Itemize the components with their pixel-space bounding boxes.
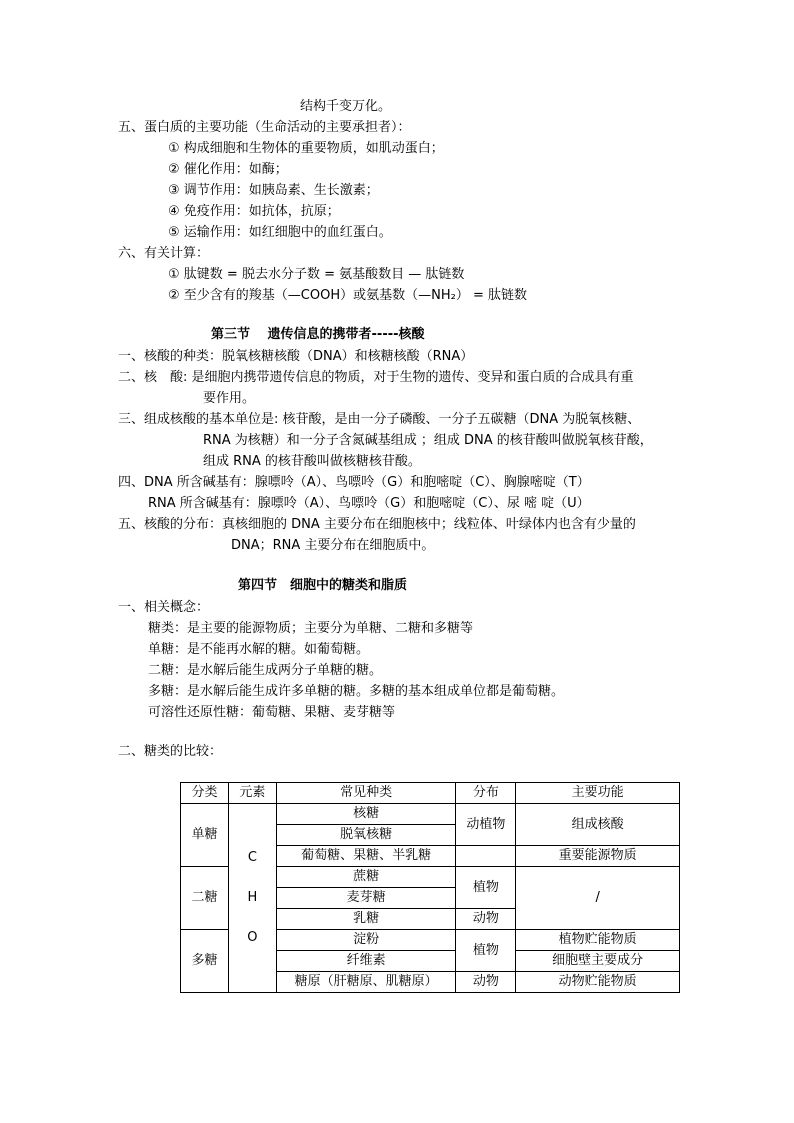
- table-header: 分类: [181, 783, 229, 804]
- table-cell: /: [516, 867, 680, 930]
- table-cell: 动物贮能物质: [516, 972, 680, 993]
- group-cell-monosaccharide: 单糖: [181, 804, 229, 867]
- table-header-row: [181, 783, 680, 804]
- table-cell: 核糖: [276, 804, 456, 825]
- table-row: [181, 804, 680, 825]
- function-item: ⑤ 运输作用：如红细胞中的血红蛋白。: [168, 225, 392, 240]
- function-item: ① 构成细胞和生物体的重要物质，如肌动蛋白；: [168, 141, 444, 156]
- table-header: 元素: [228, 783, 276, 804]
- table-cell: 组成核酸: [516, 804, 680, 846]
- text-line: 结构千变万化。: [300, 99, 392, 114]
- table-cell: 糖原（肝糖原、肌糖原）: [276, 972, 456, 993]
- text-line: 多糖：是水解后能生成许多单糖的糖。多糖的基本组成单位都是葡萄糖。: [148, 684, 565, 699]
- text-line: 一、相关概念：: [118, 600, 210, 615]
- table-cell: 纤维素: [276, 951, 456, 972]
- text-line: DNA；RNA 主要分布在细胞质中。: [231, 538, 435, 553]
- function-item: ② 催化作用：如酶；: [168, 162, 288, 177]
- group-cell-disaccharide: 二糖: [181, 867, 229, 930]
- text-line: RNA 所含碱基有：腺嘌呤（A）、鸟嘌呤（G）和胞嘧啶（C）、尿 嘧 啶（U）: [148, 496, 590, 511]
- table-cell: 脱氧核糖: [276, 825, 456, 846]
- section-title: 第四节 细胞中的糖类和脂质: [238, 578, 408, 593]
- text-line: 四、DNA 所含碱基有：腺嘌呤（A）、鸟嘌呤（G）和胞嘧啶（C）、胸腺嘧啶（T）: [118, 475, 590, 490]
- table-cell: 植物: [456, 867, 516, 909]
- table-cell: 动物: [456, 972, 516, 993]
- table-cell: 植物贮能物质: [516, 930, 680, 951]
- table-cell: 细胞壁主要成分: [516, 951, 680, 972]
- text-line: 二、核 酸: 是细胞内携带遗传信息的物质，对于生物的遗传、变异和蛋白质的合成具有重: [118, 370, 634, 385]
- sugar-comparison-table: [180, 782, 680, 993]
- section-title: 第三节 遗传信息的携带者-----核酸: [211, 327, 425, 342]
- text-line: 三、组成核酸的基本单位是: 核苷酸，是由一分子磷酸、一分子五碳糖（DNA 为脱氧核糖、: [118, 412, 641, 427]
- table-cell: 植物: [456, 930, 516, 972]
- heading-sugar-comparison: 二、糖类的比较：: [118, 744, 223, 759]
- table-cell: 麦芽糖: [276, 888, 456, 909]
- table-cell: 乳糖: [276, 909, 456, 930]
- table-cell: 动物: [456, 909, 516, 930]
- calc-item: ② 至少含有的羧基（—COOH）或氨基数（—NH₂） = 肽链数: [168, 288, 527, 303]
- text-line: 可溶性还原性糖：葡萄糖、果糖、麦芽糖等: [148, 705, 396, 720]
- table-header: 分布: [456, 783, 516, 804]
- function-item: ③ 调节作用：如胰岛素、生长激素；: [168, 183, 379, 198]
- calc-item: ① 肽键数 = 脱去水分子数 = 氨基酸数目 — 肽链数: [168, 267, 465, 282]
- table-header: 常见种类: [276, 783, 456, 804]
- text-line: 糖类：是主要的能源物质；主要分为单糖、二糖和多糖等: [148, 621, 474, 636]
- heading-calculation: 六、有关计算：: [118, 246, 210, 261]
- table-cell: 葡萄糖、果糖、半乳糖: [276, 846, 456, 867]
- heading-protein-functions: 五、蛋白质的主要功能（生命活动的主要承担者）：: [118, 120, 411, 135]
- table-cell: 蔗糖: [276, 867, 456, 888]
- text-line: 一、核酸的种类：脱氧核糖核酸（DNA）和核糖核酸（RNA）: [118, 349, 474, 364]
- text-line: 二糖：是水解后能生成两分子单糖的糖。: [148, 663, 383, 678]
- table-cell: 淀粉: [276, 930, 456, 951]
- table-cell: 重要能源物质: [516, 846, 680, 867]
- table-cell: [456, 846, 516, 867]
- table-cell: 动植物: [456, 804, 516, 846]
- text-line: 组成 RNA 的核苷酸叫做核糖核苷酸。: [203, 454, 421, 469]
- text-line: 单糖：是不能再水解的糖。如葡萄糖。: [148, 642, 370, 657]
- text-line: 五、核酸的分布：真核细胞的 DNA 主要分布在细胞核中；线粒体、叶绿体内也含有少量的: [118, 517, 636, 532]
- group-cell-polysaccharide: 多糖: [181, 930, 229, 993]
- text-line: 要作用。: [203, 391, 256, 406]
- elements-cell: C H O: [228, 804, 276, 993]
- text-line: RNA 为核糖）和一分子含氮碱基组成 ；组成 DNA 的核苷酸叫做脱氧核苷酸，: [203, 433, 653, 448]
- table-header: 主要功能: [516, 783, 680, 804]
- function-item: ④ 免疫作用：如抗体，抗原；: [168, 204, 340, 219]
